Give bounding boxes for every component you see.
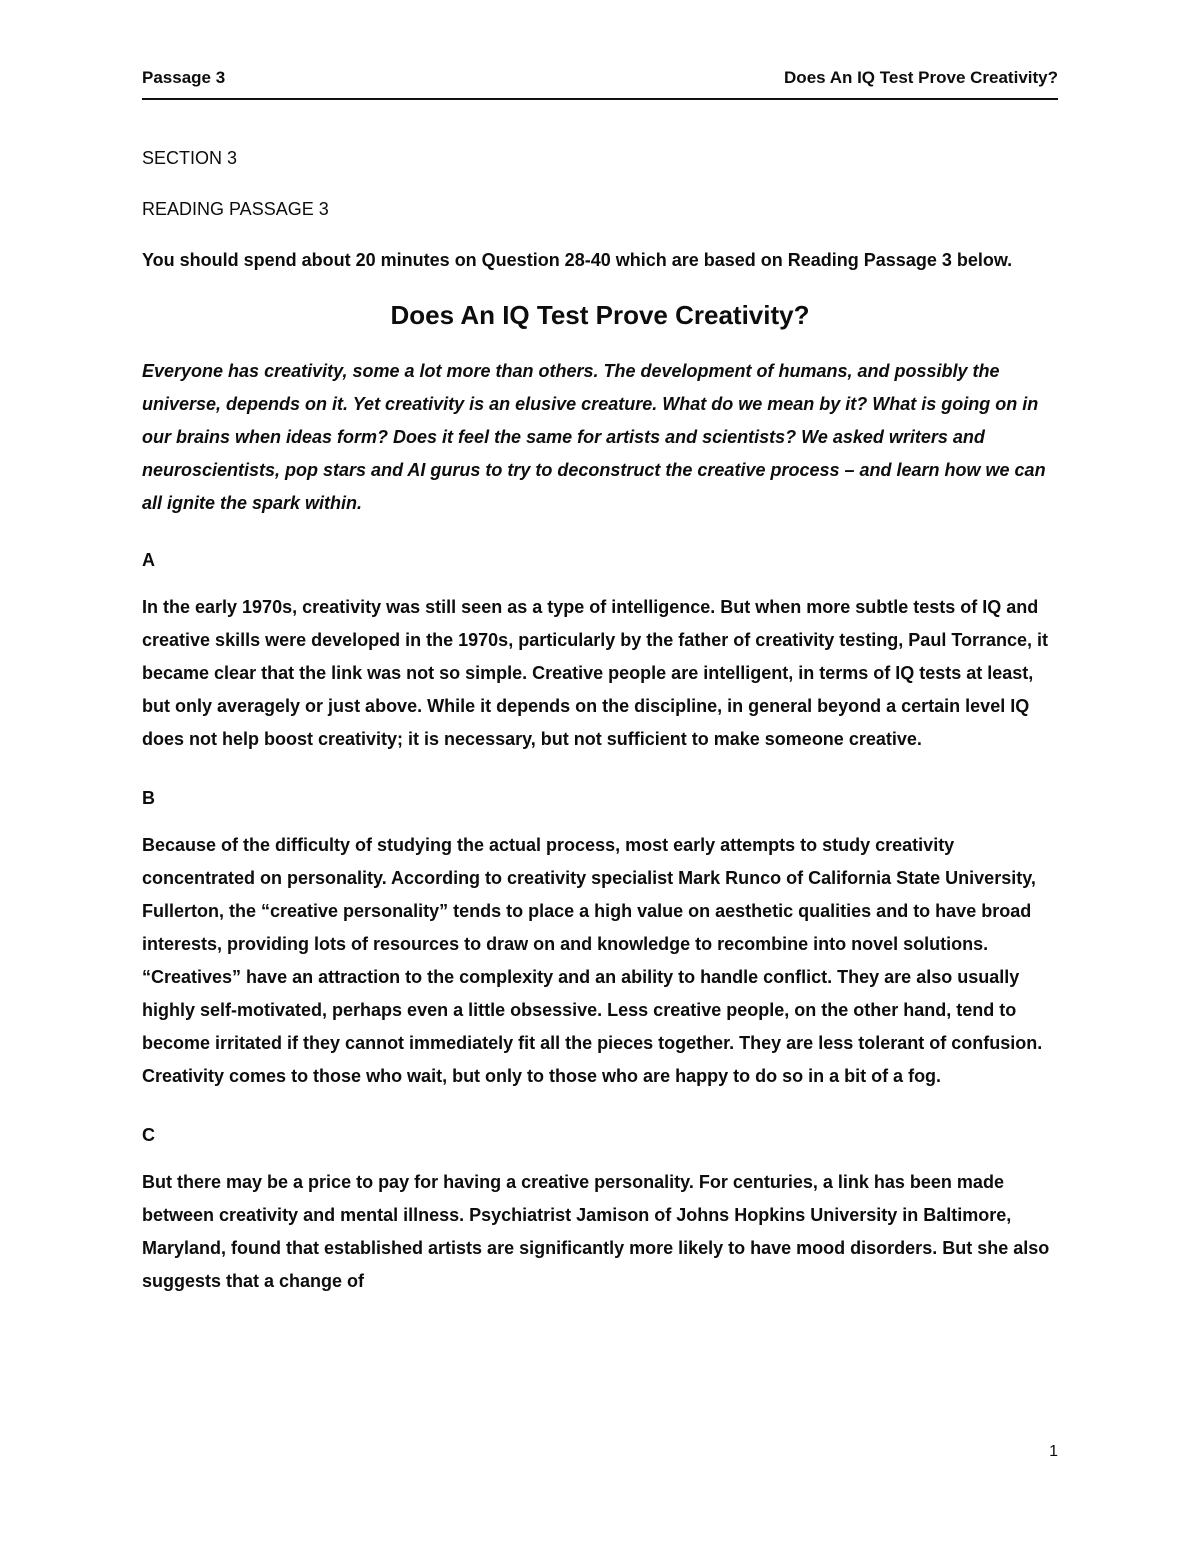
section-c	[142, 1119, 1058, 1298]
page-number: 1	[1049, 1443, 1058, 1460]
page-header	[142, 68, 1058, 100]
instructions-text: You should spend about 20 minutes on Question 28-40 which are based on Reading Passage 3 below.	[142, 250, 1013, 270]
section-a	[142, 544, 1058, 756]
section-label: SECTION 3	[142, 148, 238, 168]
section-b	[142, 782, 1058, 1093]
section-b-label: B	[142, 788, 155, 808]
section-b-paragraph: Because of the difficulty of studying the actual process, most early attempts to study creativity concentrated on personality. According to creativity specialist Mark Runco of California State University, Fullerton, the “creative personality” tends to place a high value on aesthetic qualities and to have broad interests, providing lots of resources to draw on and knowledge to recombine into novel solutions. “Creatives” have an attraction to the complexity and an ability to handle conflict. They are also usually highly self-motivated, perhaps even a little obsessive. Less creative people, on the other hand, tend to become irritated if they cannot immediately fit all the pieces together. They are less tolerant of confusion. Creativity comes to those who wait, but only to those who are happy to do so in a bit of a fog.	[142, 835, 1043, 1086]
passage-title: Does An IQ Test Prove Creativity?	[390, 300, 810, 330]
section-a-paragraph: In the early 1970s, creativity was still seen as a type of intelligence. But when more subtle tests of IQ and creative skills were developed in the 1970s, particularly by the father of creativity testing, Paul Torrance, it became clear that the link was not so simple. Creative people are intelligent, in terms of IQ tests at least, but only averagely or just above. While it depends on the discipline, in general beyond a certain level IQ does not help boost creativity; it is necessary, but not sufficient to make someone creative.	[142, 597, 1049, 749]
section-c-paragraph: But there may be a price to pay for having a creative personality. For centuries, a link has been made between creativity and mental illness. Psychiatrist Jamison of Johns Hopkins University in Baltimore, Maryland, found that established artists are significantly more likely to have mood disorders. But she also suggests that a change of	[142, 1172, 1050, 1291]
header-right-label: Does An IQ Test Prove Creativity?	[784, 68, 1058, 87]
section-c-label: C	[142, 1125, 155, 1145]
intro-paragraph: Everyone has creativity, some a lot more than others. The development of humans, and possibly the universe, depends on it. Yet creativity is an elusive creature. What do we mean by it? What is going on in our brains when ideas form? Does it feel the same for artists and scientists? We asked writers and neuroscientists, pop stars and AI gurus to try to deconstruct the creative process – and learn how we can all ignite the spark within.	[142, 361, 1046, 513]
reading-passage-label: READING PASSAGE 3	[142, 199, 329, 219]
header-left-label: Passage 3	[142, 68, 226, 87]
section-a-label: A	[142, 550, 155, 570]
